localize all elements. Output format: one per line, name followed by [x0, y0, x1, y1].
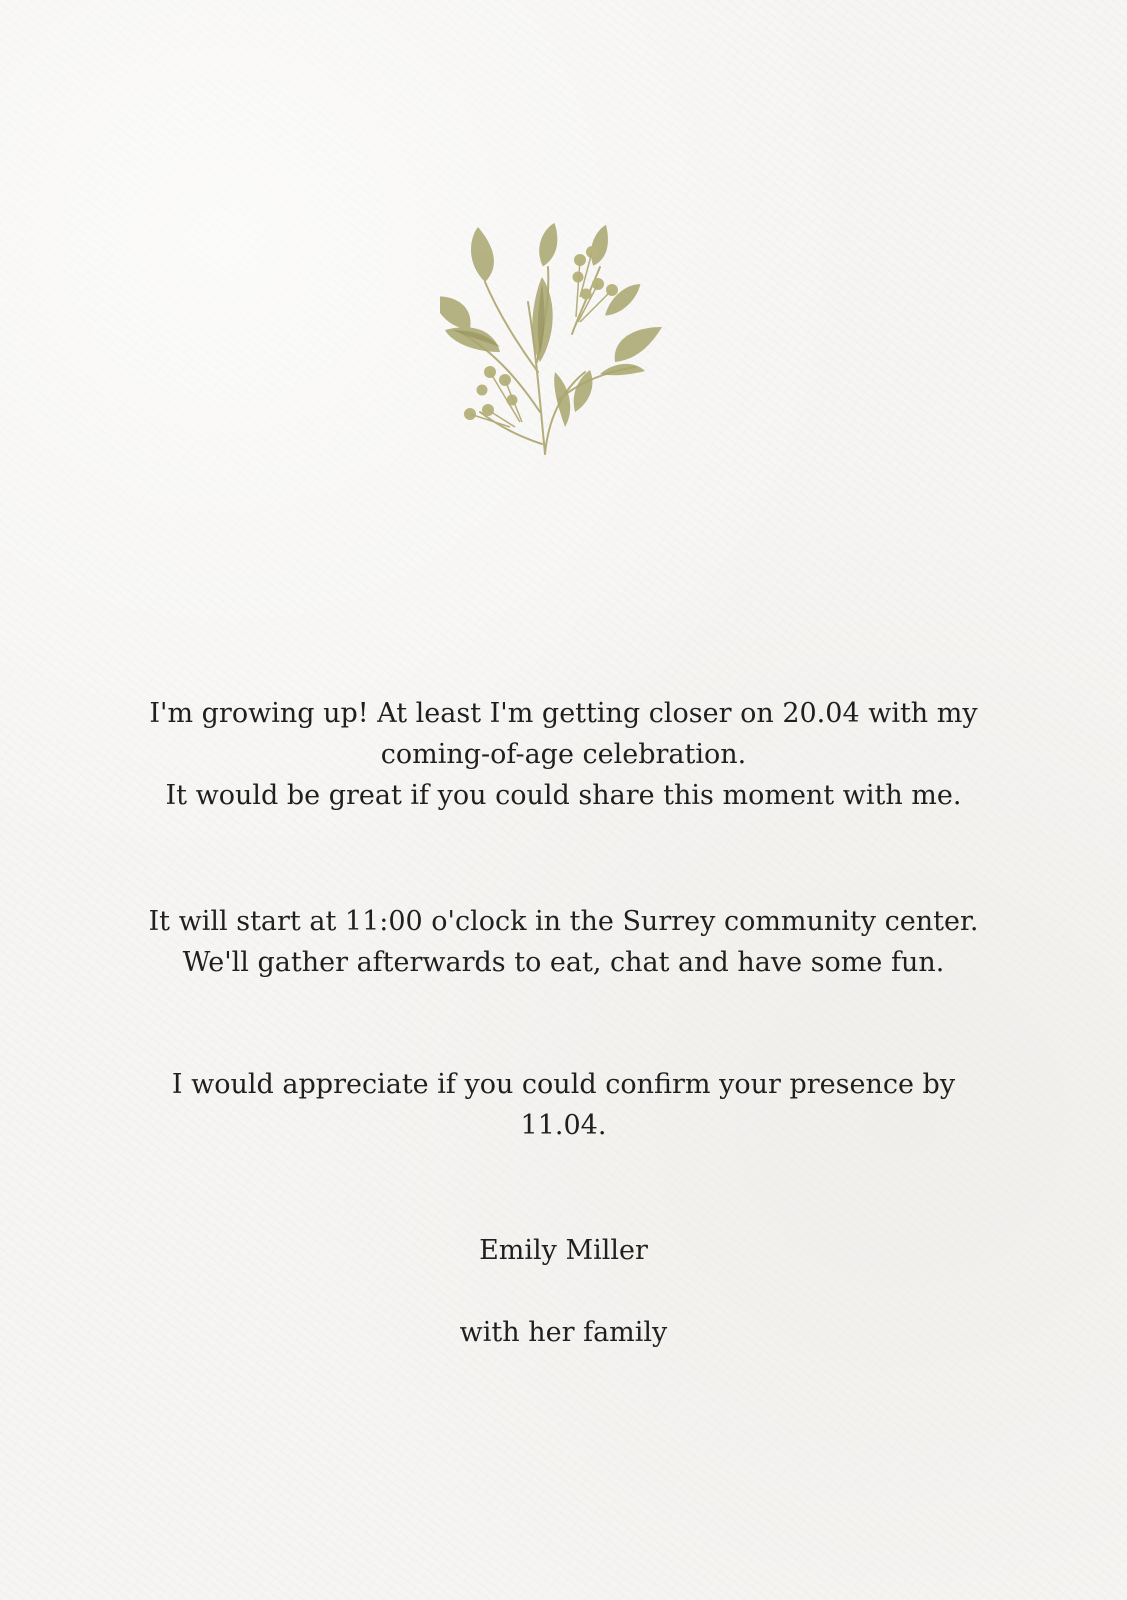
invitation-paragraph-details: It will start at 11:00 o'clock in the Surrey community center. We'll gather afterwards to eat, chat and have some fun.	[148, 906, 979, 978]
invitation-paragraph-rsvp: I would appreciate if you could confirm your presence by 11.04.	[171, 1069, 956, 1141]
invitation-paragraph-intro: I'm growing up! At least I'm getting closer on 20.04 with my coming-of-age celebration. It would be great if you could share this moment with me.	[149, 698, 978, 811]
signature-family-line: with her family	[459, 1317, 668, 1348]
signature-name: Emily Miller	[479, 1235, 648, 1266]
signature	[100, 1189, 1027, 1394]
eucalyptus-sprig-icon	[440, 222, 680, 472]
